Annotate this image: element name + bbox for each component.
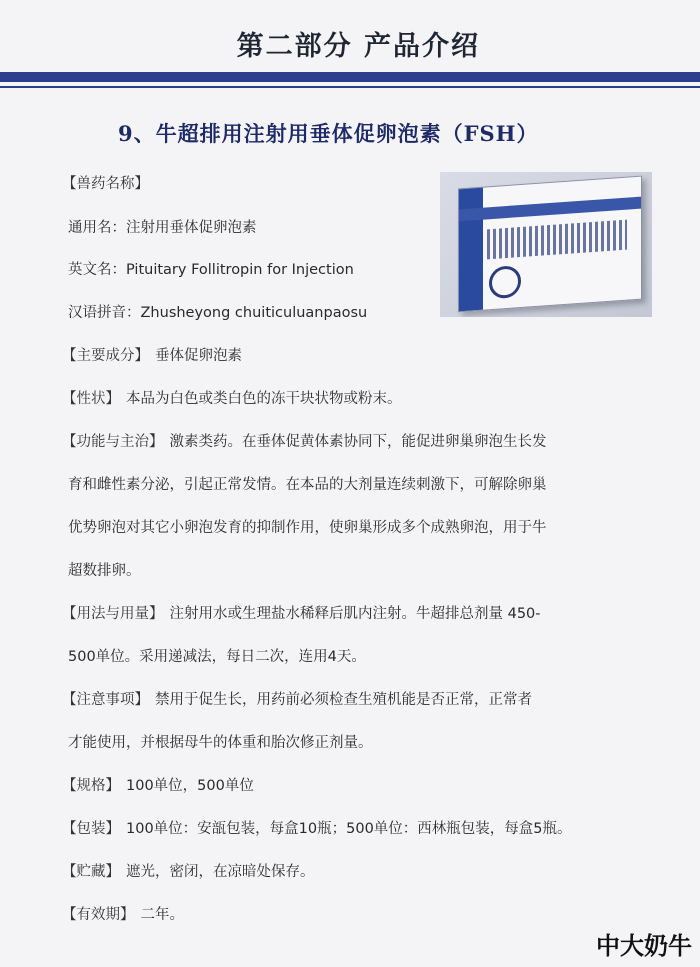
box-label-band — [459, 197, 641, 222]
line-text: 汉语拼音：Zhusheyong chuiticuluanpaosu — [68, 305, 368, 321]
text-line — [62, 561, 141, 581]
text-line — [62, 346, 242, 366]
product-box-photo — [440, 172, 652, 317]
line-text: 通用名：注射用垂体促卵泡素 — [68, 220, 257, 236]
line-tag: 【主要成分】 — [62, 348, 149, 364]
product-box — [458, 176, 642, 313]
line-text: 遮光，密闭，在凉暗处保存。 — [126, 864, 315, 880]
text-line — [62, 174, 155, 194]
box-seal-icon — [489, 265, 521, 299]
line-text: 垂体促卵泡素 — [155, 348, 242, 364]
page-header — [0, 0, 700, 92]
watermark: 中大奶牛 — [596, 932, 692, 960]
line-tag: 【功能与主治】 — [62, 434, 164, 450]
line-text: 500单位。采用递减法，每日二次，连用4天。 — [68, 649, 366, 665]
line-text: 注射用水或生理盐水稀释后肌内注射。牛超排总剂量 450- — [169, 606, 541, 622]
line-text: 英文名：Pituitary Follitropin for Injection — [68, 262, 354, 278]
line-text: 二年。 — [140, 907, 184, 923]
text-line — [62, 819, 572, 839]
text-line — [62, 432, 547, 452]
line-text: 禁用于促生长，用药前必须检查生殖机能是否正常，正常者 — [155, 692, 532, 708]
line-text: 优势卵泡对其它小卵泡发育的抑制作用，使卵巢形成多个成熟卵泡，用于牛 — [68, 520, 547, 536]
text-line — [62, 475, 547, 495]
text-line — [62, 776, 254, 796]
text-line — [62, 389, 402, 409]
text-line — [62, 905, 184, 925]
line-tag: 【规格】 — [62, 778, 120, 794]
line-text: 才能使用，并根据母牛的体重和胎次修正剂量。 — [68, 735, 373, 751]
line-tag: 【用法与用量】 — [62, 606, 164, 622]
line-text: 育和雌性素分泌，引起正常发情。在本品的大剂量连续刺激下，可解除卵巢 — [68, 477, 547, 493]
text-line — [62, 647, 366, 667]
text-line — [62, 862, 315, 882]
text-line — [62, 690, 532, 710]
header-rule — [0, 86, 700, 88]
page-header-title: 第二部分 产品介绍 — [236, 31, 480, 62]
box-print-pattern — [487, 220, 627, 260]
line-text: 激素类药。在垂体促黄体素协同下，能促进卵巢卵泡生长发 — [169, 434, 547, 450]
section-title: 9、牛超排用注射用垂体促卵泡素（FSH） — [118, 121, 539, 146]
line-tag: 【有效期】 — [62, 907, 135, 923]
text-line — [62, 260, 354, 280]
line-text: 本品为白色或类白色的冻干块状物或粉末。 — [126, 391, 402, 407]
text-line — [62, 518, 547, 538]
line-text: 100单位：安瓿包装，每盒10瓶；500单位：西林瓶包装，每盒5瓶。 — [126, 821, 572, 837]
text-line — [62, 733, 373, 753]
line-text: 100单位，500单位 — [126, 778, 254, 794]
line-tag: 【贮藏】 — [62, 864, 120, 880]
line-tag: 【注意事项】 — [62, 692, 149, 708]
box-side-panel — [459, 188, 483, 312]
line-tag: 【包装】 — [62, 821, 120, 837]
line-tag: 【兽药名称】 — [62, 176, 149, 192]
text-line — [62, 604, 541, 624]
line-text: 超数排卵。 — [68, 563, 141, 579]
line-tag: 【性状】 — [62, 391, 120, 407]
text-line — [62, 303, 367, 323]
header-bar — [0, 72, 700, 82]
text-line — [62, 218, 257, 238]
